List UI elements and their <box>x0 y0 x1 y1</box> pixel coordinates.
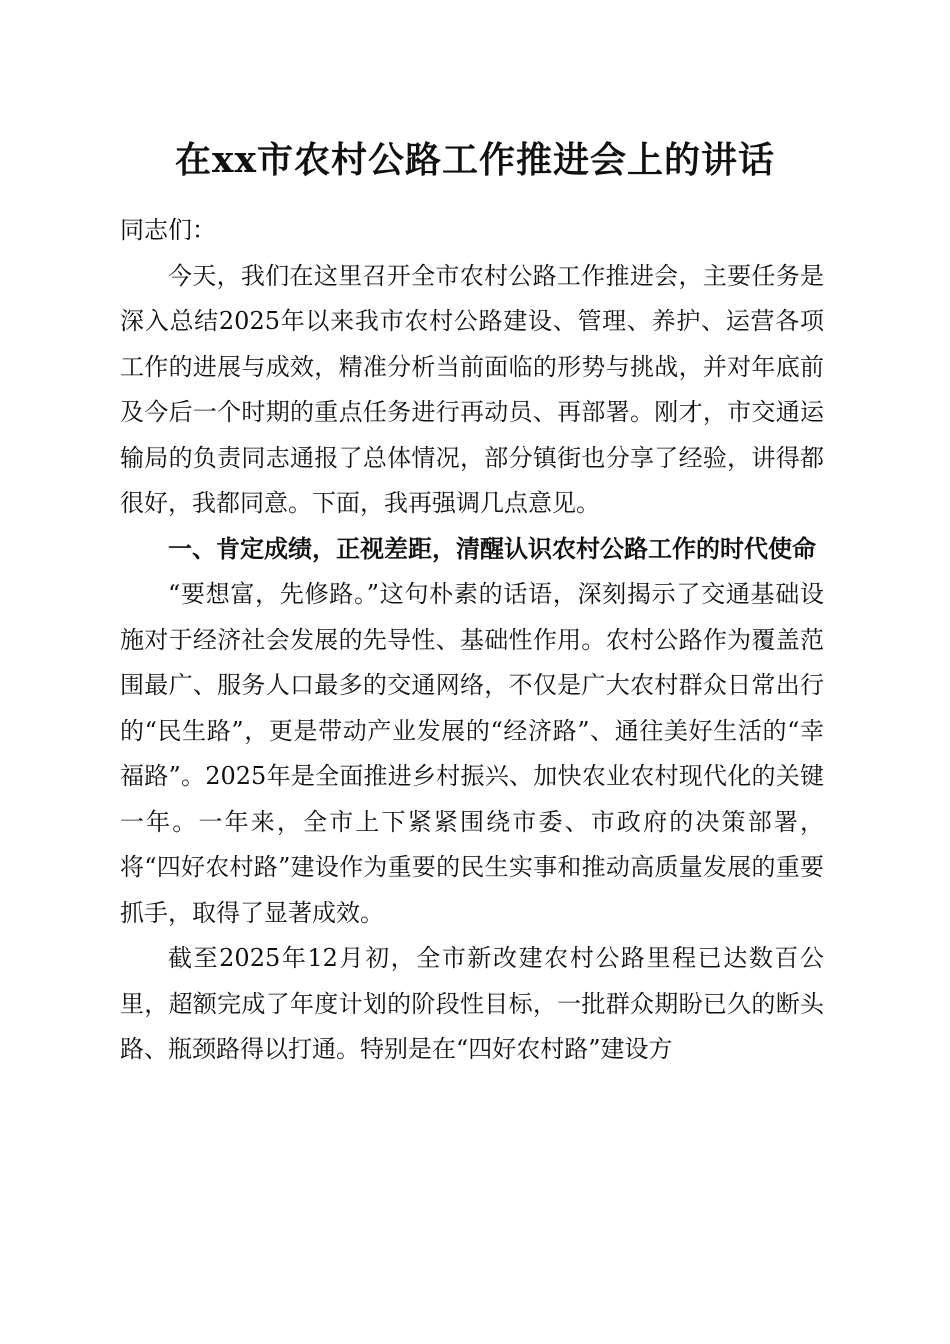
salutation: 同志们： <box>120 216 216 244</box>
paragraph-section1-1: “要想富，先修路。”这句朴素的话语，深刻揭示了交通基础设施对于经济社会发展的先导性、基础性作用。农村公路作为覆盖范围最广、服务人口最多的交通网络，不仅是广大农村群众日常出行的“民生路”，更是带动产业发展的“经济路”、通往美好生活的“幸福路”。2025年是全面推进乡村振兴、加快农业农村现代化的关键一年。一年来，全市上下紧紧围绕市委、市政府的决策部署，将“四好农村路”建设作为重要的民生实事和推动高质量发展的重要抓手，取得了显著成效。 <box>120 580 824 927</box>
document-body <box>120 208 824 1073</box>
paragraph-section1-2: 截至2025年12月初，全市新改建农村公路里程已达数百公里，超额完成了年度计划的阶段性目标，一批群众期盼已久的断头路、瓶颈路得以打通。特别是在“四好农村路”建设方 <box>120 944 824 1063</box>
section-heading-1: 一、肯定成绩，正视差距，清醒认识农村公路工作的时代使命 <box>168 534 816 563</box>
paragraph-intro: 今天，我们在这里召开全市农村公路工作推进会，主要任务是深入总结2025年以来我市农村公路建设、管理、养护、运营各项工作的进展与成效，精准分析当前面临的形势与挑战，并对年底前及今后一个时期的重点任务进行再动员、再部署。刚才，市交通运输局的负责同志通报了总体情况，部分镇街也分享了经验，讲得都很好，我都同意。下面，我再强调几点意见。 <box>120 261 824 517</box>
document-title: 在xx市农村公路工作推进会上的讲话 <box>175 139 775 181</box>
